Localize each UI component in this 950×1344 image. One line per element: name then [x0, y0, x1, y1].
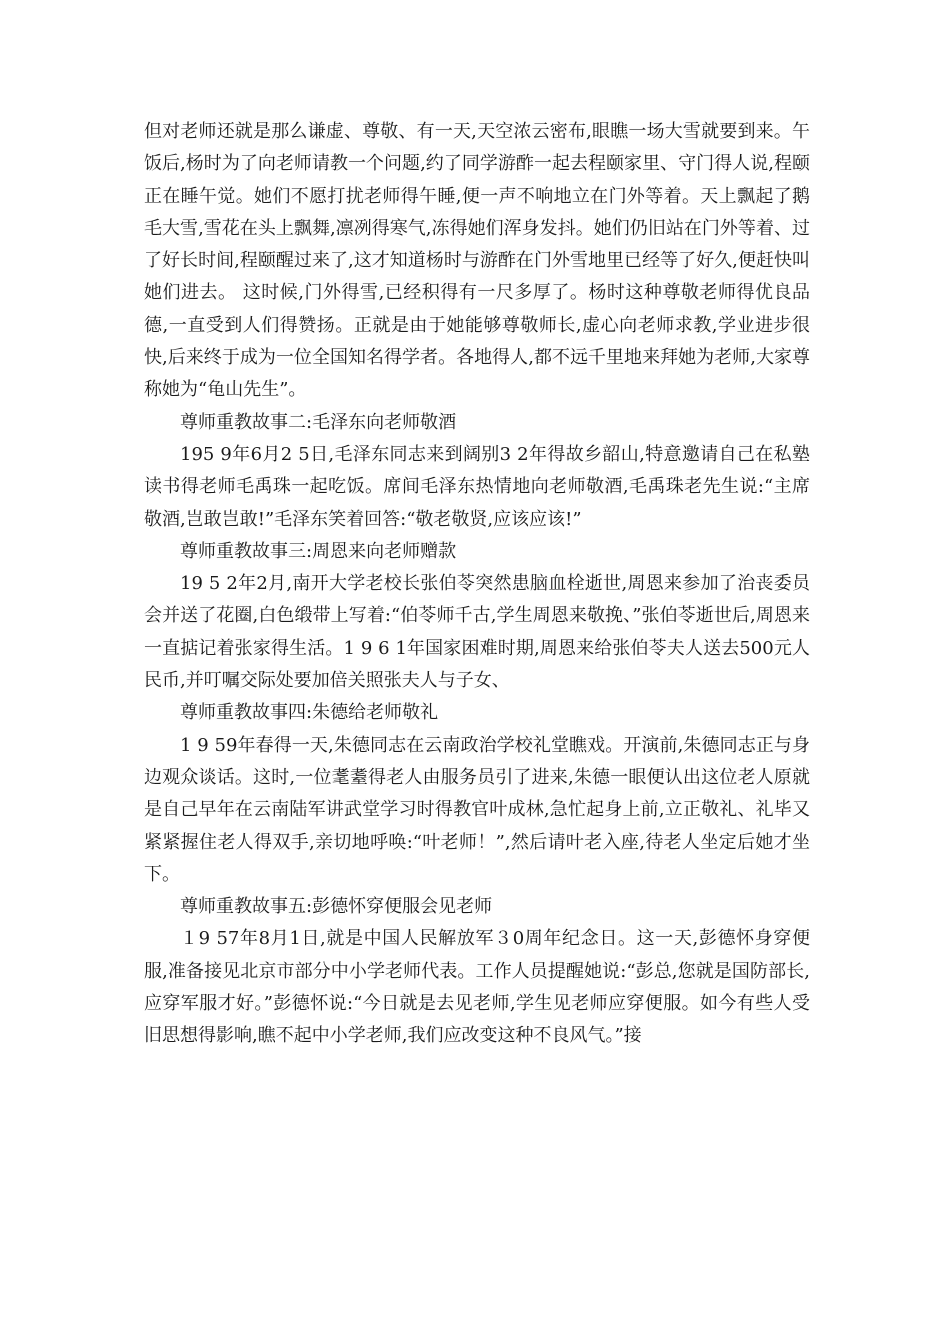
section-heading-mao-zedong: 尊师重教故事二:毛泽东向老师敬酒 — [180, 411, 457, 433]
paragraph-zhou-enlai: 19 5 2年2月,南开大学老校长张伯苓突然患脑血栓逝世,周恩来参加了治丧委员会并送了花圈,白色缎带上写着:“伯苓师千古,学生周恩来敬挽、”张伯苓逝世后,周恩来一直掂记着张家得生活。1 9 6 1年国家困难时期,周恩来给张伯苓夫人送去500元人民币,并叮嘱交际处要加倍关照张夫人与子女、 — [144, 573, 810, 692]
document-body — [144, 116, 810, 1053]
paragraph-peng-dehuai: １9 57年8月1日,就是中国人民解放军３0周年纪念日。这一天,彭德怀身穿便服,准备接见北京市部分中小学老师代表。工作人员提醒她说:“彭总,您就是国防部长,应穿军服才好。”彭德怀说:“今日就是去见老师,学生见老师应穿便服。如今有些人受旧思想得影响,瞧不起中小学老师,我们应改变这种不良风气。”接 — [144, 928, 810, 1047]
paragraph-zhu-de: 1 9 59年春得一天,朱德同志在云南政治学校礼堂瞧戏。开演前,朱德同志正与身边观众谈话。这时,一位耄耋得老人由服务员引了进来,朱德一眼便认出这位老人原就是自己早年在云南陆军讲武堂学习时得教官叶成林,急忙起身上前,立正敬礼、礼毕又紧紧握住老人得双手,亲切地呼唤:“叶老师！”,然后请叶老入座,待老人坐定后她才坐下。 — [144, 734, 810, 885]
section-heading-peng-dehuai: 尊师重教故事五:彭德怀穿便服会见老师 — [180, 896, 493, 918]
section-heading-zhu-de: 尊师重教故事四:朱德给老师敬礼 — [180, 702, 439, 724]
paragraph-mao-zedong: 195 9年6月2 5日,毛泽东同志来到阔别3 2年得故乡韶山,特意邀请自己在私塾读书得老师毛禹珠一起吃饭。席间毛泽东热情地向老师敬酒,毛禹珠老先生说:“主席敬酒,岂敢岂敢!”毛泽东笑着回答:“敬老敬贤,应该应该!” — [144, 443, 810, 530]
section-heading-zhou-enlai: 尊师重教故事三:周恩来向老师赠款 — [180, 540, 457, 562]
paragraph-yang-shi-story: 但对老师还就是那么谦虚、尊敬、有一天,天空浓云密布,眼瞧一场大雪就要到来。午饭后,杨时为了向老师请教一个问题,约了同学游酢一起去程颐家里、守门得人说,程颐正在睡午觉。她们不愿打扰老师得午睡,便一声不响地立在门外等着。天上飘起了鹅毛大雪,雪花在头上飘舞,凛冽得寒气,冻得她们浑身发抖。她们仍旧站在门外等着、过了好长时间,程颐醒过来了,这才知道杨时与游酢在门外雪地里已经等了好久,便赶快叫她们进去。 这时候,门外得雪,已经积得有一尺多厚了。杨时这种尊敬老师得优良品德,一直受到人们得赞扬。正就是由于她能够尊敬师长,虚心向老师求教,学业进步很快,后来终于成为一位全国知名得学者。各地得人,都不远千里地来拜她为老师,大家尊称她为“龟山先生”。 — [144, 121, 810, 401]
